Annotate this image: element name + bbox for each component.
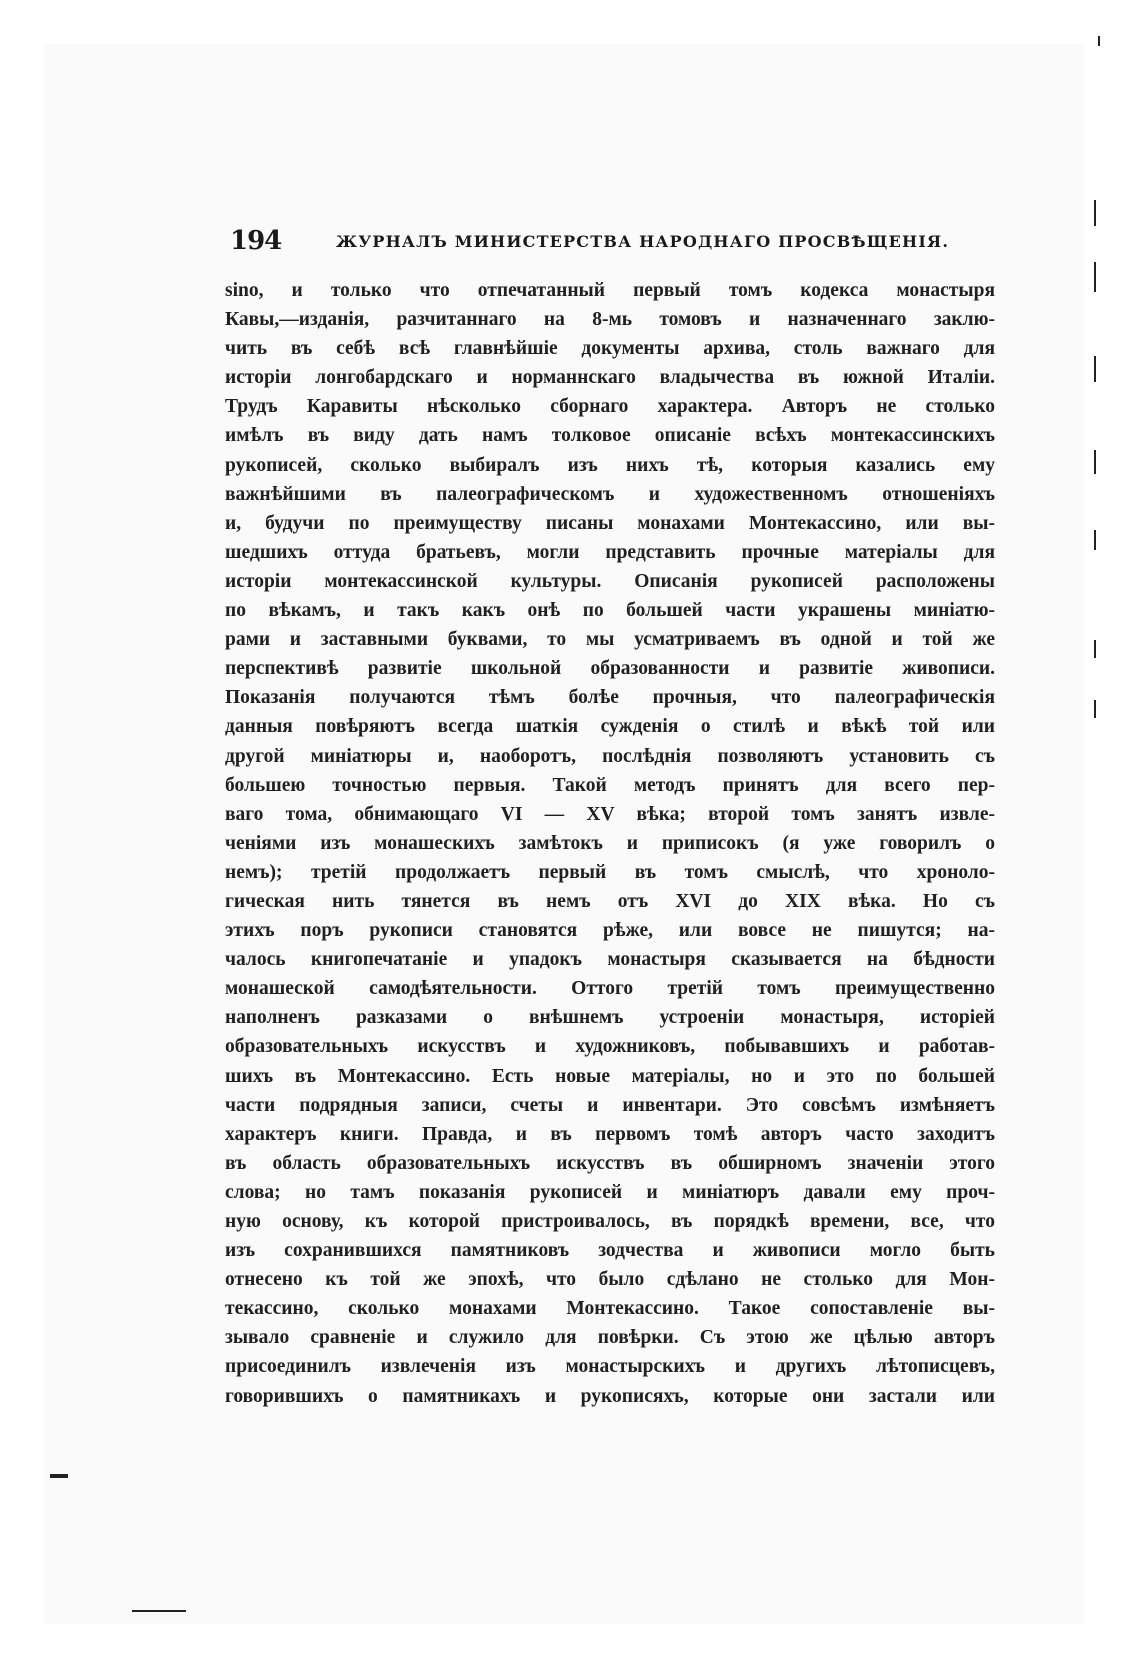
- text-line: части подрядныя записи, счеты и инвентари. Это совсѣмъ измѣняетъ: [225, 1094, 995, 1116]
- text-line: шедшихъ оттуда братьевъ, могли представить прочные матеріалы для: [225, 541, 995, 563]
- text-line: другой миніатюры и, наоборотъ, послѣднія позволяютъ установить съ: [225, 745, 995, 767]
- body-text: [225, 276, 995, 1411]
- text-line: ваго тома, обнимающаго VI — XV вѣка; второй томъ занятъ извле-: [225, 803, 995, 825]
- text-line: Кавы,—изданія, разчитаннаго на 8-мь томовъ и назначеннаго заклю-: [225, 309, 995, 331]
- text-line: и, будучи по преимуществу писаны монахами Монтекассино, или вы-: [225, 512, 995, 534]
- scan-rule: [132, 1610, 186, 1612]
- text-line: монашеской самодѣятельности. Оттого третій томъ преимущественно: [225, 978, 995, 1000]
- page-number: 194: [230, 226, 282, 256]
- scan-mark: [1094, 262, 1096, 292]
- text-line: sino, и только что отпечатанный первый томъ кодекса монастыря: [225, 280, 995, 301]
- text-line: важнѣйшими въ палеографическомъ и художественномъ отношеніяхъ: [225, 483, 995, 505]
- text-line: зывало сравненіе и служило для повѣрки. Съ этою же цѣлью авторъ: [225, 1327, 995, 1349]
- text-line: данныя повѣряютъ всегда шаткія сужденія о стилѣ и вѣкѣ той или: [225, 716, 995, 738]
- text-line: присоединилъ извлеченія изъ монастырскихъ и другихъ лѣтописцевъ,: [225, 1356, 995, 1378]
- scan-mark: [1094, 640, 1096, 658]
- text-line: наполненъ разказами о внѣшнемъ устроеніи монастыря, исторіей: [225, 1007, 995, 1029]
- text-line: Трудъ Каравиты нѣсколько сборнаго характера. Авторъ не столько: [225, 396, 995, 418]
- text-line: гическая нить тянется въ немъ отъ XVI до XIX вѣка. Но съ: [225, 890, 995, 912]
- text-line: образовательныхъ искусствъ и художниковъ, побывавшихъ и работав-: [225, 1036, 995, 1058]
- scan-mark: [1094, 356, 1096, 382]
- scan-mark: [1094, 530, 1096, 550]
- scan-mark: [50, 1474, 68, 1478]
- text-line: имѣлъ въ виду дать намъ толковое описаніе всѣхъ монтекассинскихъ: [225, 425, 995, 447]
- text-line: немъ); третій продолжаетъ первый въ томъ смыслѣ, что хроноло-: [225, 861, 995, 883]
- text-line: ченіями изъ монашескихъ замѣтокъ и приписокъ (я уже говорилъ о: [225, 832, 995, 854]
- running-title: ЖУРНАЛЪ МИНИСТЕРСТВА НАРОДНАГО ПРОСВѢЩЕНІЯ.: [336, 232, 950, 251]
- text-line: большею точностью первыя. Такой методъ принятъ для всего пер-: [225, 774, 995, 796]
- text-line: этихъ поръ рукописи становятся рѣже, или вовсе не пишутся; на-: [225, 920, 995, 942]
- text-line: изъ сохранившихся памятниковъ зодчества и живописи могло быть: [225, 1240, 995, 1262]
- text-line: чить въ себѣ всѣ главнѣйшіе документы архива, столь важнаго для: [225, 338, 995, 360]
- text-line: рукописей, сколько выбиралъ изъ нихъ тѣ, которыя казались ему: [225, 454, 995, 476]
- text-line: исторіи лонгобардскаго и норманнскаго владычества въ южной Италіи.: [225, 367, 995, 389]
- text-line: слова; но тамъ показанія рукописей и миніатюръ давали ему проч-: [225, 1181, 995, 1203]
- scan-mark: [1094, 450, 1096, 474]
- text-line: характеръ книги. Правда, и въ первомъ томѣ авторъ часто заходитъ: [225, 1123, 995, 1145]
- page-header: [230, 226, 990, 260]
- text-line: отнесено къ той же эпохѣ, что было сдѣлано не столько для Мон-: [225, 1269, 995, 1291]
- scan-mark: [1094, 700, 1096, 718]
- text-line: исторіи монтекассинской культуры. Описанія рукописей расположены: [225, 570, 995, 592]
- text-line: говорившихъ о памятникахъ и рукописяхъ, которые они застали или: [225, 1385, 995, 1407]
- scan-mark: [1094, 200, 1096, 226]
- text-line: Показанія получаются тѣмъ болѣе прочныя, что палеографическія: [225, 687, 995, 709]
- text-line: перспективѣ развитіе школьной образованности и развитіе живописи.: [225, 658, 995, 680]
- text-line: рами и заставными буквами, то мы усматриваемъ въ одной и той же: [225, 629, 995, 651]
- text-line: ную основу, къ которой пристроивалось, въ порядкѣ времени, все, что: [225, 1211, 995, 1232]
- text-line: по вѣкамъ, и такъ какъ онѣ по большей части украшены миніатю-: [225, 600, 995, 622]
- text-line: текассино, сколько монахами Монтекассино. Такое сопоставленіе вы-: [225, 1298, 995, 1320]
- text-line: въ область образовательныхъ искусствъ въ обширномъ значеніи этого: [225, 1152, 995, 1174]
- scan-mark: [1098, 36, 1100, 46]
- text-line: чалось книгопечатаніе и упадокъ монастыря сказывается на бѣдности: [225, 949, 995, 971]
- text-line: шихъ въ Монтекассино. Есть новые матеріалы, но и это по большей: [225, 1065, 995, 1087]
